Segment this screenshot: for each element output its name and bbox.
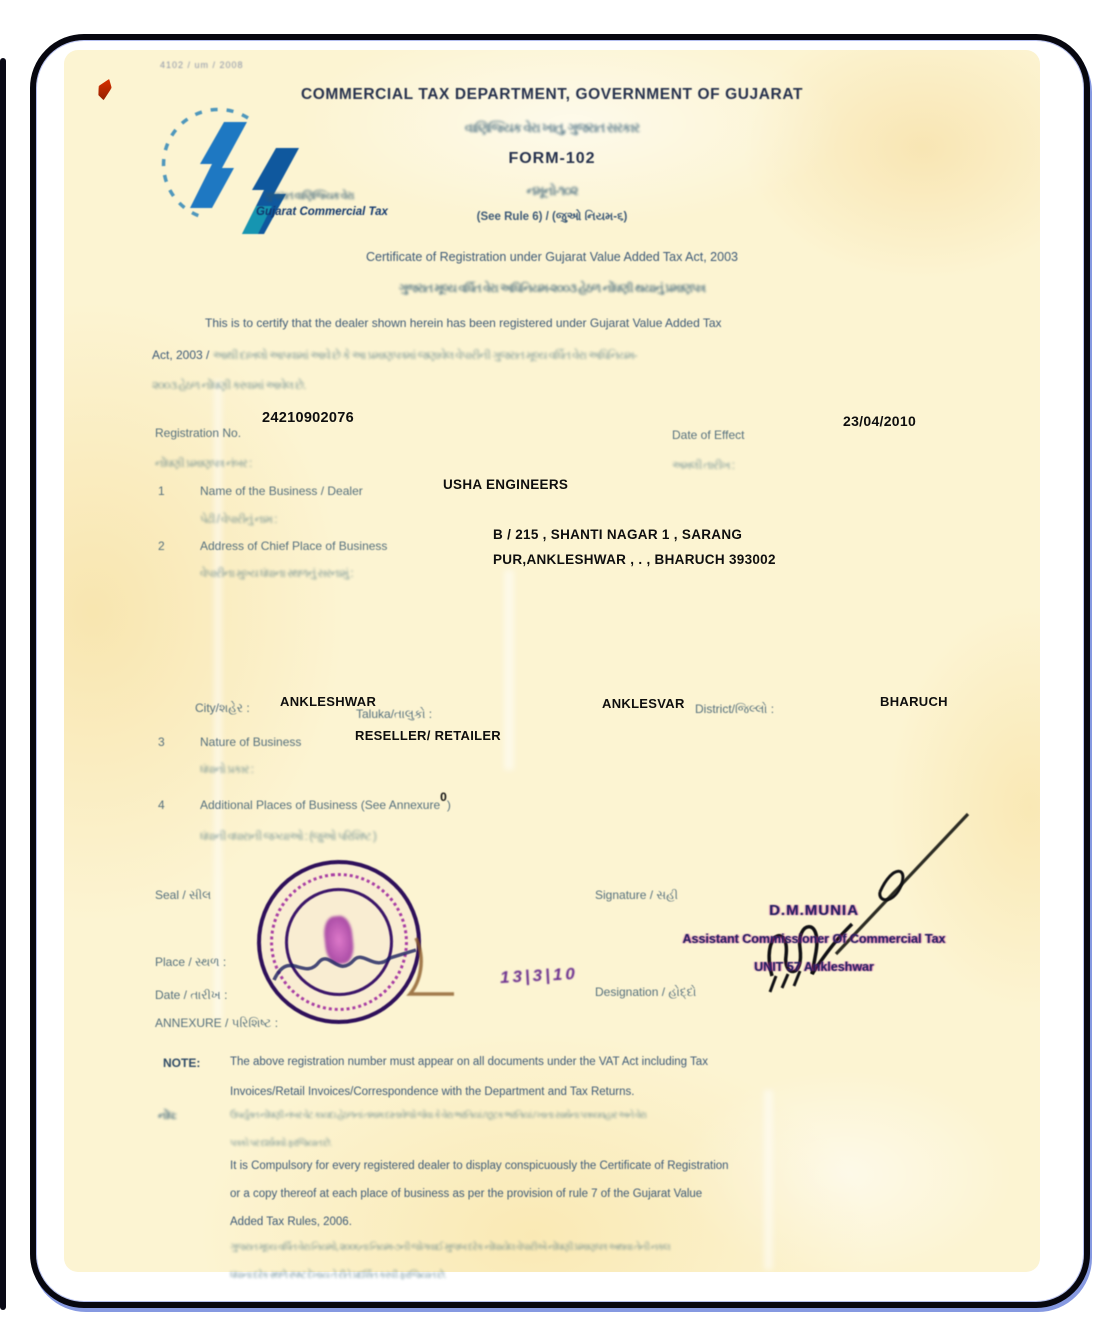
note-gujarati-line1: ઉપર્યુક્ત નોંધણી નંબર વેટ કાયદા હેઠળનાં તમામ દસ્તાવેજો જેવા કે વેરા ભરતિયાં / છૂટક ભરતિયાં / ખાતા સાથેના પત્રવ્યવહાર અને વેરા bbox=[230, 1110, 647, 1121]
logo-name-gujarati: ગુજરાત વાણિજ્યિક વેરા bbox=[264, 190, 354, 202]
scanned-document bbox=[64, 50, 1040, 1281]
item4-label: Additional Places of Business (See Annexure0) bbox=[200, 790, 451, 812]
city-value: ANKLESHWAR bbox=[280, 694, 377, 709]
item1-label: Name of the Business / Dealer bbox=[200, 484, 363, 498]
date-of-effect-value: 23/04/2010 bbox=[843, 413, 917, 429]
annexure-count-superscript: 0 bbox=[440, 790, 447, 804]
officer-unit-stamp: UNIT 57 Ankleshwar bbox=[754, 960, 874, 974]
department-title-gujarati: વાણિજ્યિક વેરા ખાતુ, ગુજરાત સરકાર bbox=[464, 120, 640, 135]
designation-label: Designation / હોદ્દો bbox=[595, 985, 697, 999]
registration-number-label-gujarati: નોંધણી પ્રમાણપત્ર નંબર : bbox=[155, 458, 252, 470]
note-line2: Invoices/Retail Invoices/Correspondence with the Department and Tax Returns. bbox=[230, 1086, 635, 1098]
form-number-gujarati: નમૂનો-૧૦૨ bbox=[526, 183, 578, 198]
district-value: BHARUCH bbox=[880, 694, 948, 709]
item4-label-gujarati: ધંધાની વધારાની જગ્યાઓ : (જુઓ પરિશિષ્ટ ) bbox=[200, 831, 376, 843]
business-name-value: USHA ENGINEERS bbox=[443, 477, 569, 492]
scan-streak bbox=[214, 380, 222, 1020]
item3-label-gujarati: ધંધાનો પ્રકાર : bbox=[200, 764, 253, 776]
officer-title-stamp: Assistant Commissioner Of Commercial Tax bbox=[682, 932, 946, 946]
compulsory-gujarati-line1: ગુજરાત મૂલ્ય વર્ધિત વેરા નિયમો, ૨૦૦૬ના નિયમ-૭ની જોગવાઈ મુજબ દરેક નોંધાયેલ વેપારીએ નોંધણી પ્રમાણપત્ર અથવા તેની નકલ bbox=[230, 1242, 670, 1253]
taluka-label: Taluka/તાલુકો : bbox=[356, 707, 433, 721]
handwritten-date: 13|3|10 bbox=[499, 963, 579, 988]
note-label-gujarati: નોંધ: bbox=[158, 1110, 177, 1122]
business-address-line2: PUR,ANKLESHWAR , . , BHARUCH 393002 bbox=[493, 552, 776, 567]
note-line1: The above registration number must appear on all documents under the VAT Act including Tax bbox=[230, 1056, 708, 1068]
certify-text-line2-english: Act, 2003 / bbox=[152, 348, 213, 362]
item2-label-gujarati: વેપારીના મુખ્ય ધંધાના સ્થળનું સરનામું : bbox=[200, 568, 353, 580]
scan-streak bbox=[504, 570, 514, 770]
item3-number: 3 bbox=[158, 735, 165, 749]
form-ref-code: 4102 / um / 2008 bbox=[160, 60, 244, 70]
logo-name-english: Gujarat Commercial Tax bbox=[256, 206, 388, 218]
seal-label: Seal / સીલ bbox=[155, 888, 212, 902]
note-gujarati-line2: પત્રકો પર દર્શાવવો ફરજિયાત છે. bbox=[230, 1138, 332, 1149]
gujarat-commercial-tax-logo-icon bbox=[150, 110, 400, 245]
compulsory-line1: It is Compulsory for every registered dealer to display conspicuously the Certificate of Registration bbox=[230, 1160, 729, 1172]
date-of-effect-label: Date of Effect bbox=[672, 428, 745, 442]
date-label: Date / તારીખ : bbox=[155, 988, 228, 1002]
signature-label: Signature / સહી bbox=[595, 888, 679, 902]
item3-label: Nature of Business bbox=[200, 735, 302, 749]
compulsory-gujarati-line2: ધંધાના દરેક સ્થળે સ્પષ્ટ દેખાય તે રીતે પ્રદર્શિત કરવી ફરજિયાત છે. bbox=[230, 1270, 446, 1281]
item4-number: 4 bbox=[158, 798, 165, 812]
date-of-effect-label-gujarati: અમલી તારીખ : bbox=[672, 460, 734, 472]
item1-label-gujarati: પેઢી / વેપારીનું નામ : bbox=[200, 514, 277, 526]
item1-number: 1 bbox=[158, 484, 165, 498]
scan-streak bbox=[764, 1090, 773, 1270]
annexure-label: ANNEXURE / પરિશિષ્ટ : bbox=[155, 1016, 279, 1030]
department-title: COMMERCIAL TAX DEPARTMENT, GOVERNMENT OF GUJARAT bbox=[300, 86, 804, 103]
business-address-line1: B / 215 , SHANTI NAGAR 1 , SARANG bbox=[493, 527, 743, 542]
certify-text-line1: This is to certify that the dealer shown herein has been registered under Gujarat Value Added Tax bbox=[205, 316, 722, 330]
form-number: FORM-102 bbox=[508, 150, 596, 167]
place-label: Place / સ્થળ : bbox=[155, 955, 227, 969]
certify-text-line2-gujarati: આથી દાખલો આપવામાં આવે છે કે આ પ્રમાણપત્રમાં જણાવેલ વેપારીની ગુજરાત મૂલ્ય વર્ધિત વેરા અધિનિયમ- bbox=[212, 350, 637, 362]
district-label: District/જિલ્લો : bbox=[695, 702, 775, 716]
registration-number-value: 24210902076 bbox=[262, 410, 355, 426]
registration-number-label: Registration No. bbox=[155, 426, 242, 440]
certify-text-line3-gujarati: ૨૦૦૩ હેઠળ નોંધણી કરવામાં આવેલ છે. bbox=[152, 380, 306, 392]
taluka-value: ANKLESVAR bbox=[602, 696, 685, 711]
city-label: City/શહેર : bbox=[195, 701, 250, 715]
left-page-edge bbox=[0, 58, 6, 1310]
item2-label: Address of Chief Place of Business bbox=[200, 539, 388, 553]
rule-reference: (See Rule 6) / (જુઓ નિયમ-૬) bbox=[476, 211, 628, 223]
nature-of-business-value: RESELLER/ RETAILER bbox=[355, 728, 502, 743]
item2-number: 2 bbox=[158, 539, 165, 553]
note-label: NOTE: bbox=[163, 1056, 201, 1070]
certificate-title: Certificate of Registration under Gujarat Value Added Tax Act, 2003 bbox=[366, 250, 738, 264]
certificate-title-gujarati: ગુજરાત મૂલ્ય વર્ધિત વેરા અધિનિયમ-૨૦૦૩ હેઠળ નોંધણી થયાનું પ્રમાણપત્ર bbox=[398, 281, 706, 295]
compulsory-line2: or a copy thereof at each place of business as per the provision of rule 7 of the Gujarat Value bbox=[230, 1188, 703, 1200]
officer-name-stamp: D.M.MUNIA bbox=[769, 902, 859, 919]
compulsory-line3: Added Tax Rules, 2006. bbox=[230, 1216, 352, 1228]
handwritten-place-scribble bbox=[264, 920, 534, 1050]
